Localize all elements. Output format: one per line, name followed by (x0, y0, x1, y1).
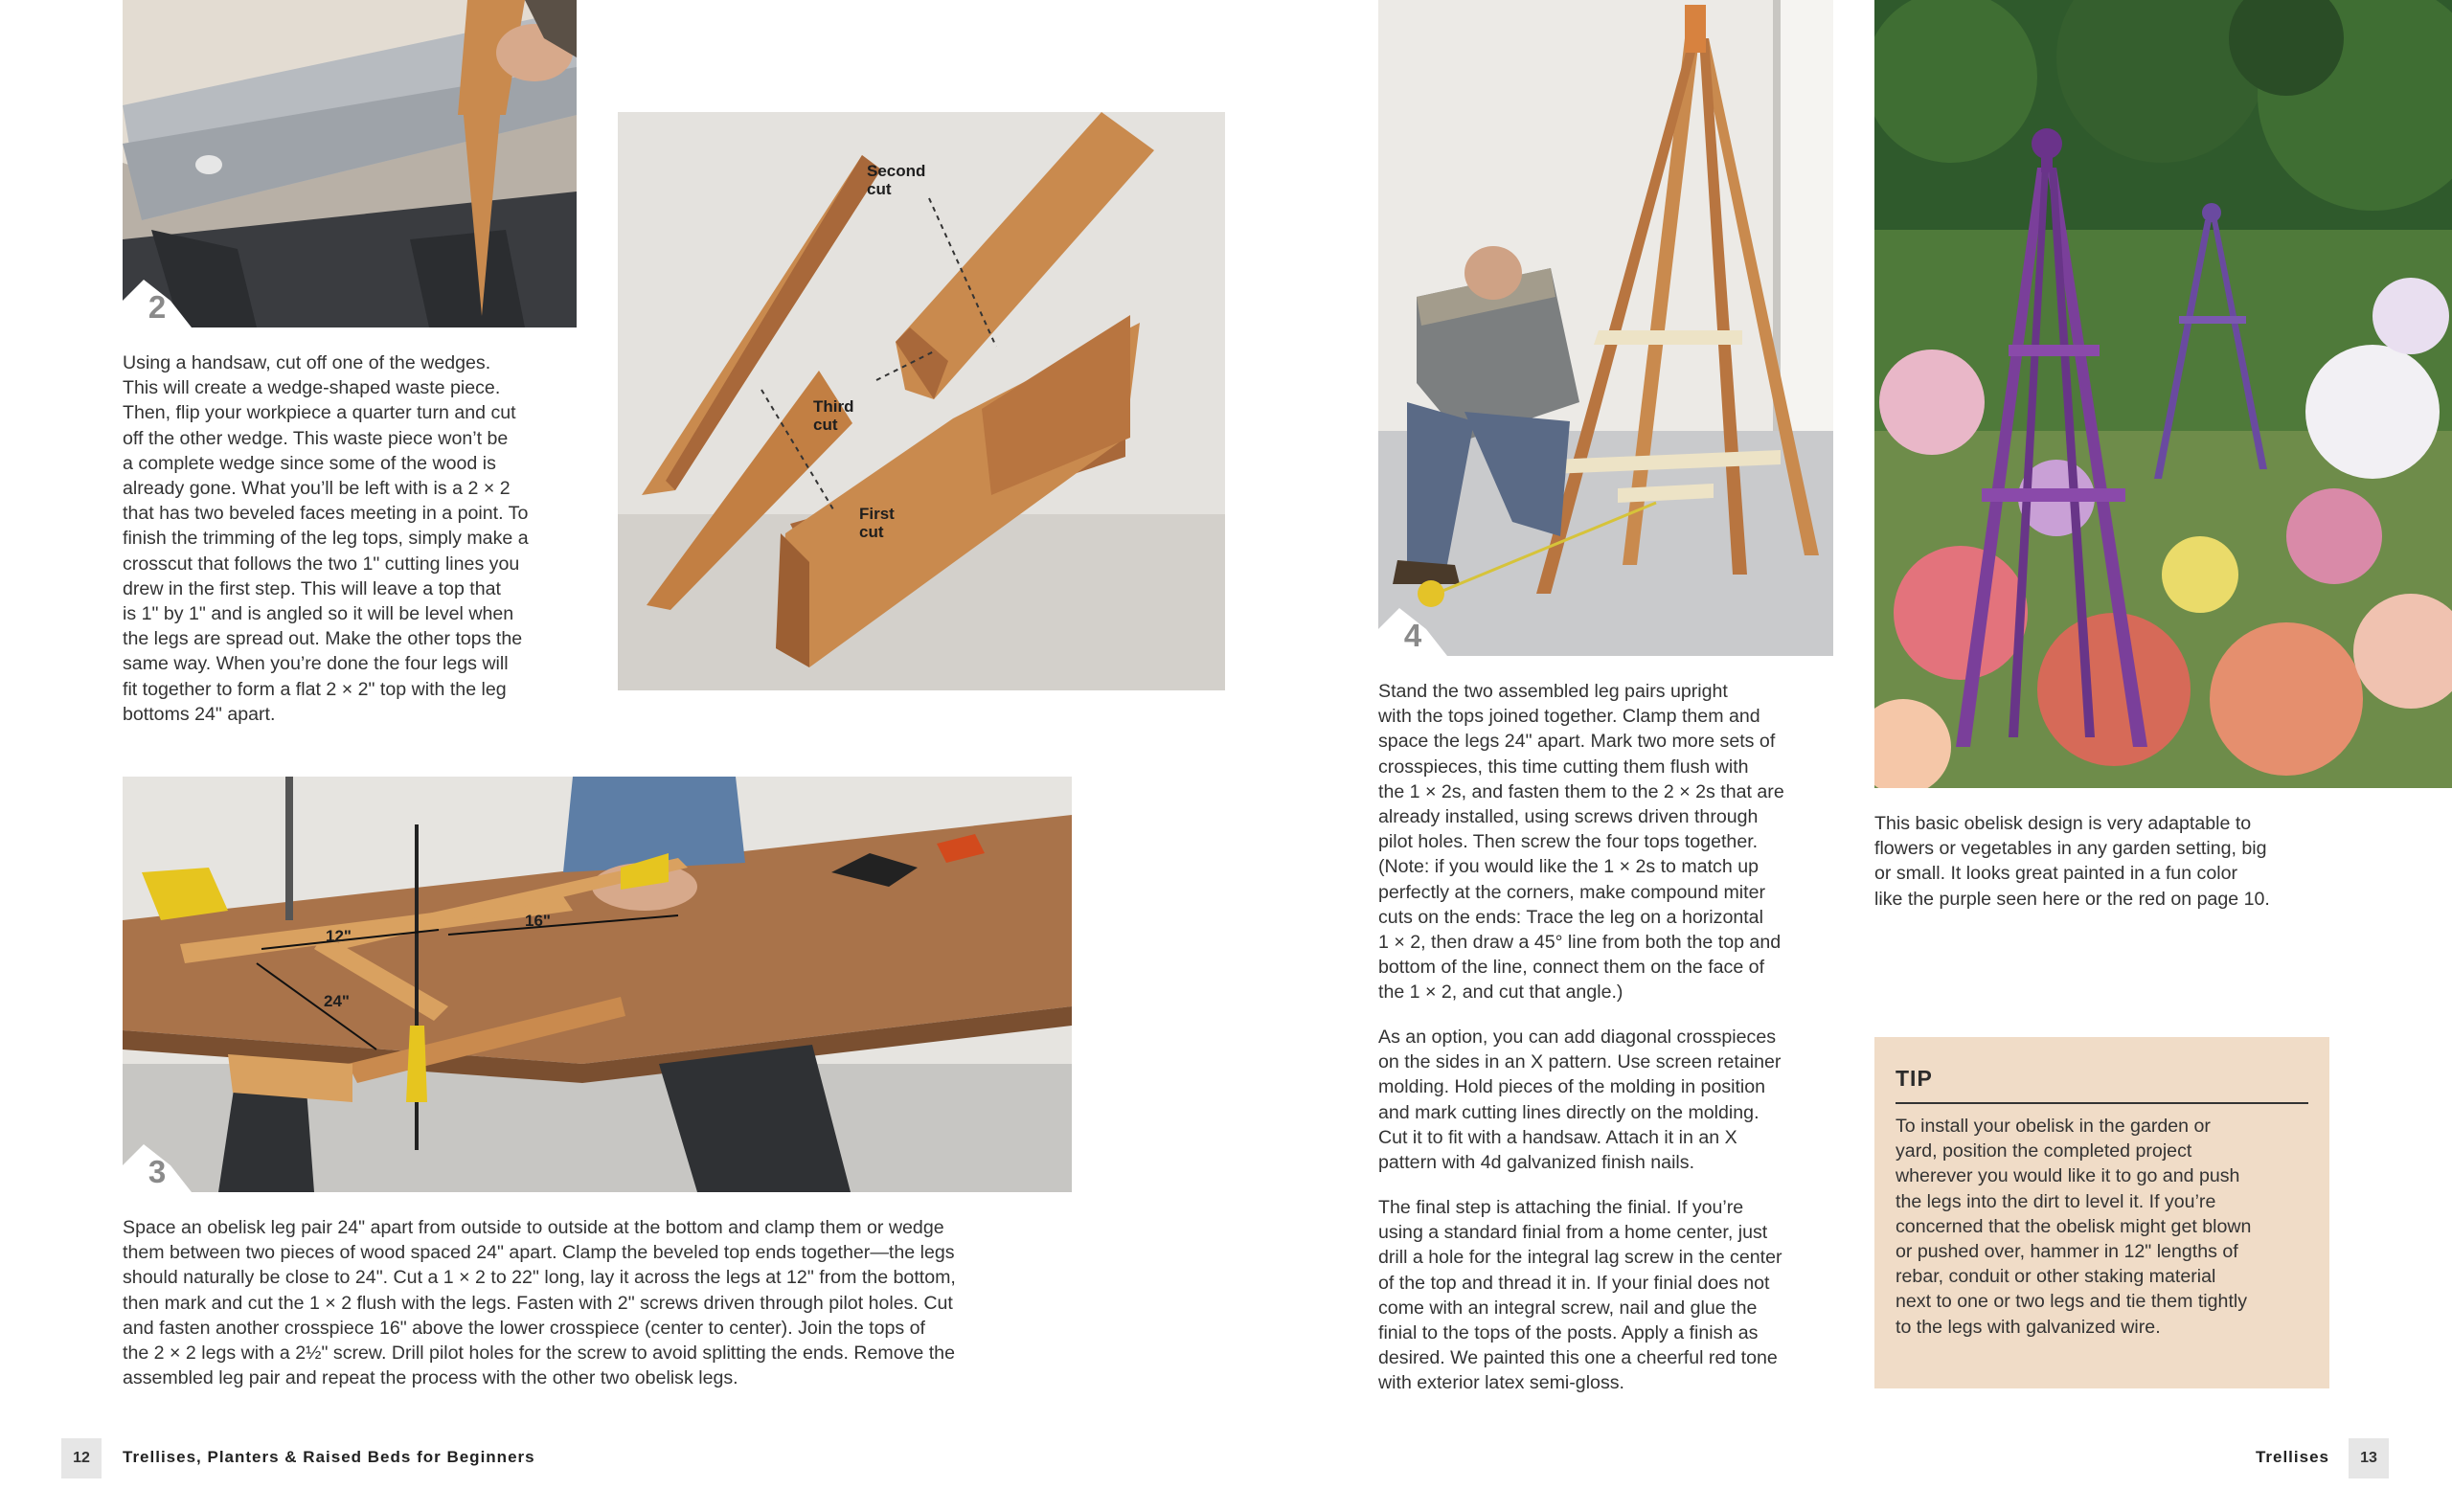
left-page-number: 12 (61, 1438, 102, 1478)
step-4-text-1: Stand the two assembled leg pairs upright with the tops joined together. Clamp them and space the legs 24" apart. Mark two more sets of crosspieces, this time cutting them flush with the 1 × 2s, and fasten them to the 2 × 2s that are already installed, using screws driven through pilot holes. Then screw the four tops together. (Note: if you would like the 1 × 2s to match up perfectly at the corners, make compound miter cuts on the ends: Trace the leg on a horizontal 1 × 2, then draw a 45° line from both the top and bottom of the line, connect them on the face of the 1 × 2, and cut that angle.) (1378, 681, 1784, 1004)
garden-photo-caption: This basic obelisk design is very adaptable to flowers or vegetables in any garden setting, big or small. It looks great painted in a fun color like the purple seen here or the red on page 10. (1874, 813, 2270, 910)
label-third-cut: Third cut (813, 397, 854, 434)
dimension-16: 16" (525, 912, 551, 930)
label-second-cut: Second cut (867, 162, 926, 198)
dimension-24: 24" (324, 992, 350, 1010)
photo-wedge-cuts (618, 112, 1225, 690)
step-2-text: Using a handsaw, cut off one of the wedges. This will create a wedge-shaped waste piece. Then, flip your workpiece a quarter turn and cut off the other wedge. This waste piece won’t be a complete wedge since some of the wood is already gone. What you’ll be left with is a 2 × 2 that has two beveled faces meeting in a point. To finish the trimming of the leg tops, simply make a crosscut that follows the two 1" cutting lines you drew in the first step. This will leave a top that is 1" by 1" and is angled so it will be level when the legs are spread out. Make the other tops the same way. When you’re done the four legs will fit together to form a flat 2 × 2" top with the leg bottoms 24" apart. (123, 352, 529, 725)
right-page-number: 13 (2349, 1438, 2389, 1478)
step-2-number: 2 (148, 289, 167, 325)
step-4-badge (1378, 608, 1447, 656)
step-4-number: 4 (1403, 618, 1422, 653)
tip-text: To install your obelisk in the garden or yard, position the completed project wherever you would like it to go and push the legs into the dirt to level it. If you’re concerned that the obelisk might get blown or pushed over, hammer in 12" lengths of rebar, conduit or other staking material next to one or two legs and tie them tightly to the legs with galvanized wire. (1896, 1116, 2252, 1338)
tip-divider (1896, 1102, 2308, 1104)
photo-assembling-obelisk (1378, 0, 1833, 656)
label-first-cut: First cut (859, 505, 895, 541)
step-3-number: 3 (148, 1154, 167, 1189)
photo-handsaw-cut (123, 0, 577, 327)
left-running-head: Trellises, Planters & Raised Beds for Beginners (123, 1448, 535, 1466)
step-3-badge (123, 1144, 192, 1192)
photo-leg-pair-table (123, 777, 1072, 1192)
photo-garden-obelisk (1874, 0, 2452, 788)
step-2-badge (123, 280, 192, 327)
step-4-text-3: The final step is attaching the finial. If you’re using a standard finial from a home center, just drill a hole for the integral lag screw in the center of the top and thread it in. If your finial does not come with an integral screw, nail and glue the finial to the tops of the posts. Apply a finish as desired. We painted this one a cheerful red tone with exterior latex semi-gloss. (1378, 1197, 1782, 1394)
right-running-head: Trellises (2255, 1448, 2329, 1466)
tip-title: TIP (1896, 1066, 1933, 1091)
tip-box (1874, 1037, 2329, 1388)
step-4-text-2: As an option, you can add diagonal crosspieces on the sides in an X pattern. Use screen retainer molding. Hold pieces of the molding in position and mark cutting lines directly on the molding. Cut it to fit with a handsaw. Attach it in an X pattern with 4d galvanized finish nails. (1378, 1027, 1782, 1174)
dimension-12: 12" (326, 927, 352, 945)
step-3-text: Space an obelisk leg pair 24" apart from outside to outside at the bottom and clamp them or wedge them between two pieces of wood spaced 24" apart. Clamp the beveled top ends together—the legs should naturally be close to 24". Cut a 1 × 2 to 22" long, lay it across the legs at 12" from the bottom, then mark and cut the 1 × 2 flush with the legs. Fasten with 2" screws driven through pilot holes. Cut and fasten another crosspiece 16" above the lower crosspiece (center to center). Join the tops of the 2 × 2 legs with a 2½" screw. Drill pilot holes for the screw to avoid splitting the ends. Remove the assembled leg pair and repeat the process with the other two obelisk legs. (123, 1217, 956, 1389)
